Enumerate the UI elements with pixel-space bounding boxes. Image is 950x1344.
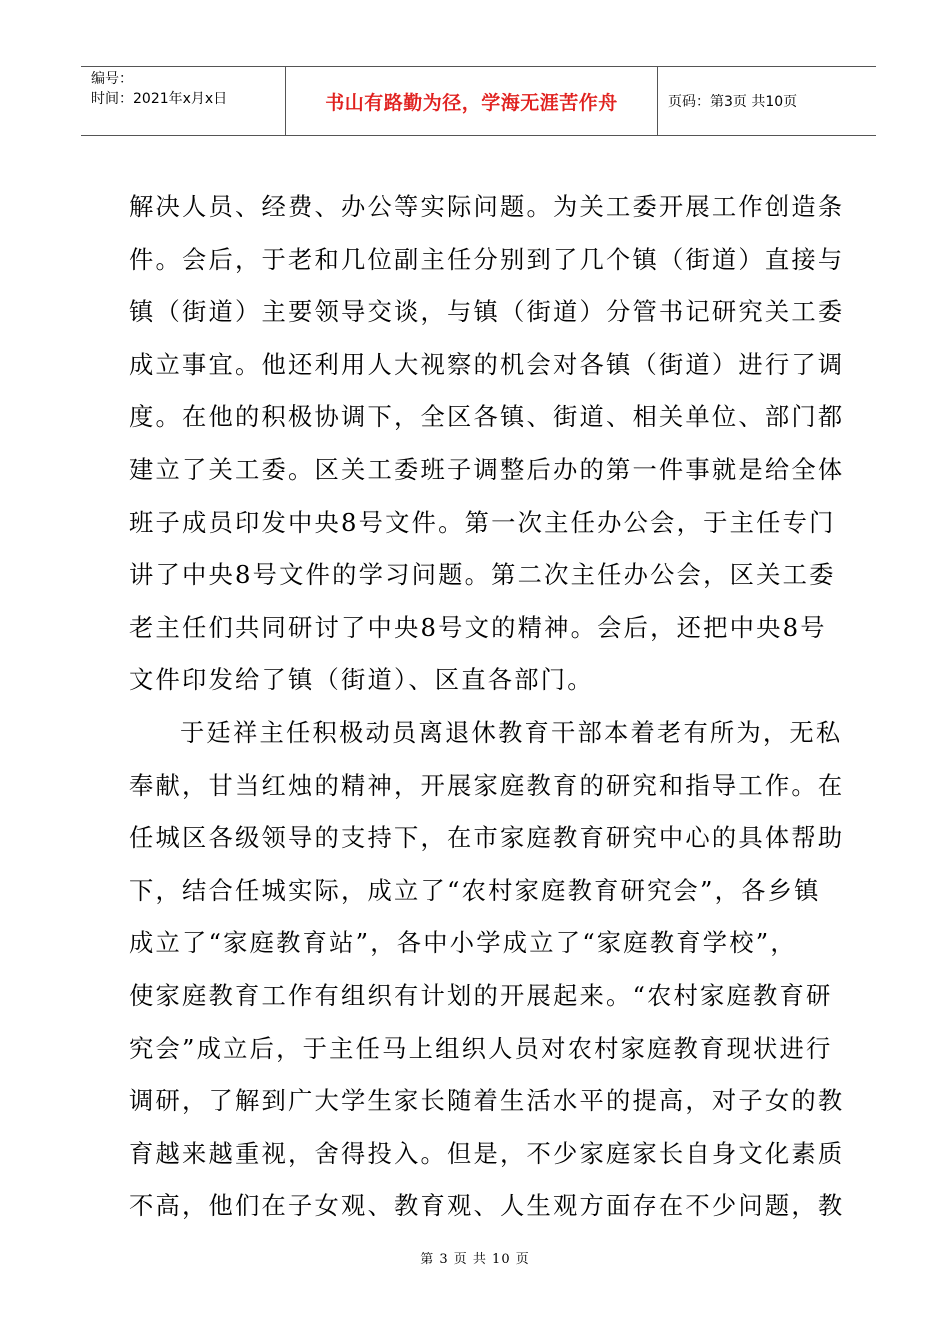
text-line: 于廷祥主任积极动员离退休教育干部本着老有所为，无私 [180, 717, 843, 747]
text-line: 奉献，甘当红烛的精神，开展家庭教育的研究和指导工作。在 [129, 770, 845, 800]
paragraph-1 [129, 181, 845, 707]
text-line: 镇（街道）主要领导交谈，与镇（街道）分管书记研究关工委 [129, 297, 845, 327]
paragraph-2 [129, 707, 845, 1233]
text-line: 究会”成立后，于主任马上组织人员对农村家庭教育现状进行 [129, 1033, 833, 1063]
text-line: 育越来越重视，舍得投入。但是，不少家庭家长自身文化素质 [129, 1138, 845, 1168]
date-label: 时间：2021年x月x日 [91, 91, 228, 107]
header-page-cell [658, 67, 876, 135]
header-meta-cell [81, 67, 286, 135]
document-body [129, 181, 845, 1233]
text-line: 不高，他们在子女观、教育观、人生观方面存在不少问题，教 [129, 1191, 845, 1221]
text-line: 成立了“家庭教育站”，各中小学成立了“家庭教育学校”， [129, 928, 797, 958]
header-page-number: 页码：第3页 共10页 [668, 94, 798, 110]
text-line: 调研，了解到广大学生家长随着生活水平的提高，对子女的教 [129, 1086, 845, 1116]
text-line: 任城区各级领导的支持下，在市家庭教育研究中心的具体帮助 [129, 823, 845, 853]
header-motto-cell [286, 67, 658, 135]
text-line: 讲了中央8号文件的学习问题。第二次主任办公会，区关工委 [129, 560, 836, 590]
text-line: 解决人员、经费、办公等实际问题。为关工委开展工作创造条 [129, 192, 845, 221]
serial-number-label: 编号： [91, 71, 133, 87]
text-line: 件。会后，于老和几位副主任分别到了几个镇（街道）直接与 [129, 244, 845, 274]
text-line: 度。在他的积极协调下，全区各镇、街道、相关单位、部门都 [129, 402, 845, 432]
footer-page-number: 第 3 页 共 10 页 [420, 1252, 530, 1267]
text-line: 文件印发给了镇（街道）、区直各部门。 [129, 665, 594, 695]
text-line: 班子成员印发中央8号文件。第一次主任办公会，于主任专门 [129, 507, 836, 537]
text-line: 成立事宜。他还利用人大视察的机会对各镇（街道）进行了调 [129, 349, 845, 379]
text-line: 老主任们共同研讨了中央8号文的精神。会后，还把中央8号 [129, 612, 827, 642]
document-header [81, 66, 876, 136]
text-line: 下，结合任城实际，成立了“农村家庭教育研究会”，各乡镇 [129, 875, 821, 905]
header-motto: 书山有路勤为径，学海无涯苦作舟 [325, 91, 618, 114]
page-footer [0, 1248, 950, 1267]
text-line: 建立了关工委。区关工委班子调整后办的第一件事就是给全体 [129, 454, 845, 484]
text-line: 使家庭教育工作有组织有计划的开展起来。“农村家庭教育研 [129, 980, 833, 1010]
